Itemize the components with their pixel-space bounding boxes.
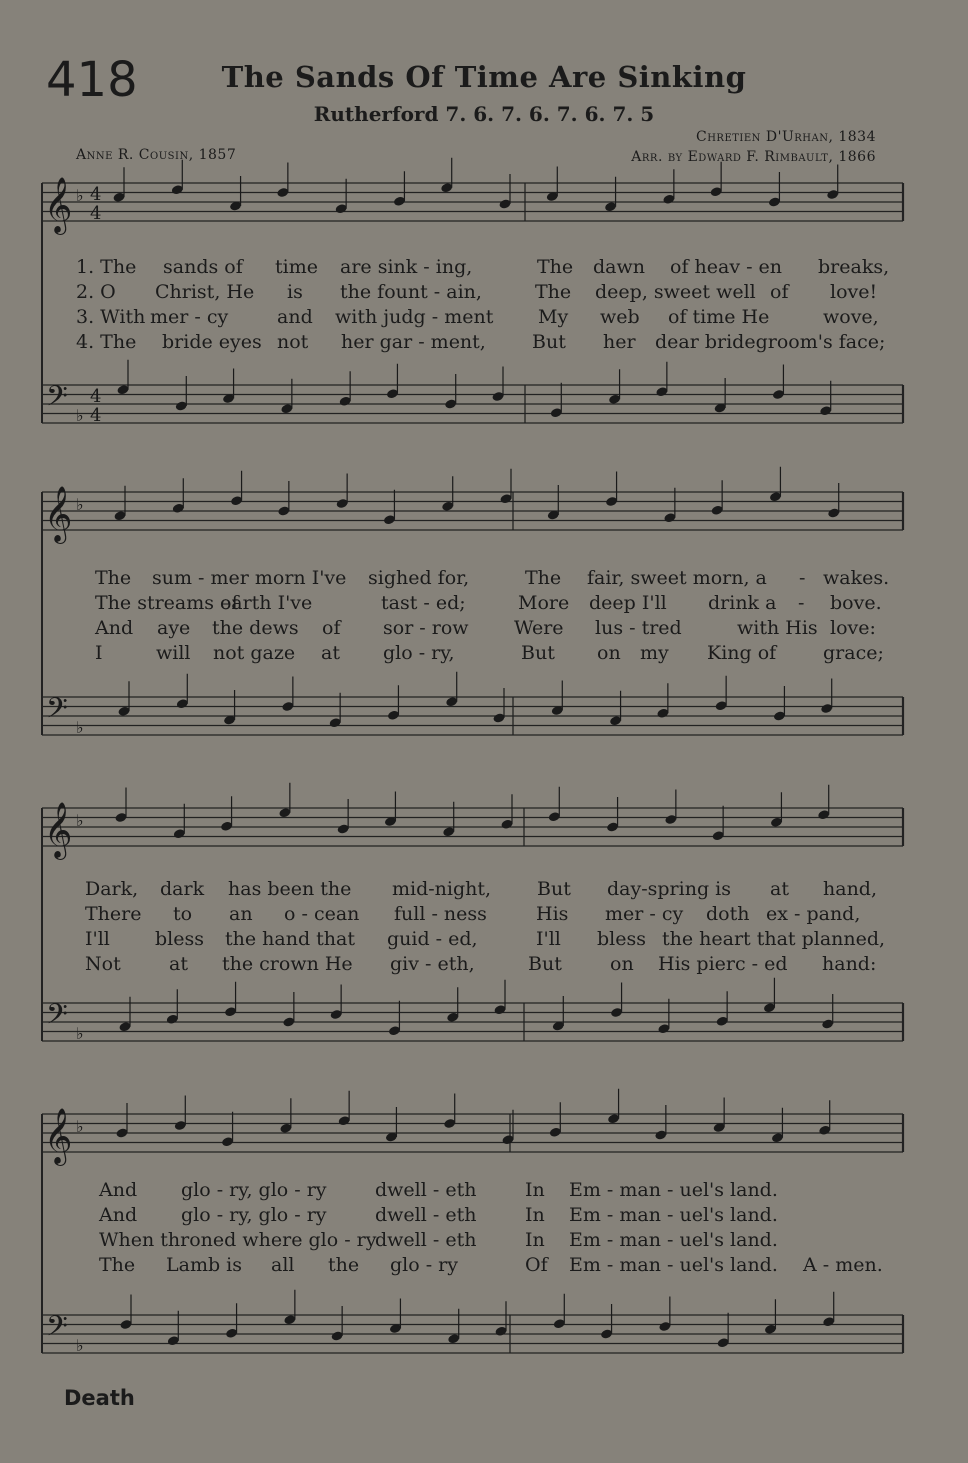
- lyric-segment: is: [287, 281, 303, 303]
- lyric-segment: dawn: [593, 256, 645, 278]
- time-signature-icon: 4: [90, 405, 102, 426]
- lyric-segment: There: [85, 903, 142, 925]
- flat-icon: ♭: [76, 1024, 84, 1043]
- lyric-segment: The: [95, 567, 132, 589]
- flat-icon: ♭: [76, 811, 84, 830]
- lyric-segment: In: [525, 1229, 545, 1251]
- lyric-segment: wakes.: [823, 567, 890, 589]
- lyric-segment: mer - cy: [605, 903, 684, 925]
- lyric-segment: fair, sweet morn, a: [587, 567, 767, 589]
- lyric-segment: In: [525, 1204, 545, 1226]
- lyric-segment: When throned where glo - ry: [99, 1229, 377, 1251]
- bass-clef-icon: 𝄢: [46, 692, 68, 732]
- lyric-segment: are sink - ing,: [340, 256, 473, 278]
- lyric-segment: sum - mer morn I've: [152, 567, 347, 589]
- lyric-segment: full - ness: [394, 903, 487, 925]
- lyric-segment: sighed for,: [368, 567, 470, 589]
- lyric-segment: web: [600, 306, 640, 328]
- lyric-segment: grace;: [823, 642, 884, 664]
- bass-clef-icon: 𝄢: [46, 998, 68, 1038]
- lyric-segment: at: [169, 953, 188, 975]
- lyric-segment: 2. O: [76, 281, 116, 303]
- lyric-segment: doth: [706, 903, 750, 925]
- lyric-segment: I'll: [85, 928, 110, 950]
- lyric-segment: Of: [525, 1254, 548, 1276]
- lyric-segment: Lamb is: [166, 1254, 242, 1276]
- lyric-segment: giv - eth,: [390, 953, 475, 975]
- lyric-segment: More: [518, 592, 570, 614]
- hymn-title: The Sands Of Time Are Sinking: [221, 60, 747, 94]
- lyric-segment: The: [537, 256, 574, 278]
- lyric-segment: Christ, He: [155, 281, 255, 303]
- lyric-segment: sor - row: [383, 617, 469, 639]
- lyric-segment: guid - ed,: [387, 928, 478, 950]
- lyric-segment: glo - ry,: [383, 642, 455, 664]
- lyric-segment: -: [798, 592, 805, 614]
- lyric-segment: But: [528, 953, 562, 975]
- flat-icon: ♭: [76, 495, 84, 514]
- flat-icon: ♭: [76, 406, 84, 425]
- lyric-segment: has been the: [228, 878, 352, 900]
- lyric-segment: And: [99, 1179, 138, 1201]
- lyric-segment: the fount - ain,: [340, 281, 482, 303]
- lyric-block: [0, 256, 968, 366]
- lyric-segment: the crown He: [222, 953, 353, 975]
- lyric-segment: dark: [160, 878, 205, 900]
- lyric-segment: bride eyes: [162, 331, 262, 353]
- lyric-block: [0, 567, 968, 677]
- treble-clef-icon: 𝄞: [44, 802, 73, 858]
- lyric-block: [0, 878, 968, 988]
- lyric-segment: my: [640, 642, 669, 664]
- lyric-segment: The: [535, 281, 572, 303]
- bass-staff: [42, 1315, 903, 1353]
- lyric-segment: hand,: [823, 878, 878, 900]
- lyric-segment: wove,: [823, 306, 879, 328]
- lyric-segment: with judg - ment: [335, 306, 494, 328]
- lyric-segment: at: [770, 878, 789, 900]
- lyric-segment: But: [532, 331, 566, 353]
- lyric-segment: Were: [514, 617, 564, 639]
- lyric-segment: His pierc - ed: [658, 953, 788, 975]
- lyric-segment: Em - man - uel's land.: [569, 1179, 778, 1201]
- lyric-segment: mid-night,: [392, 878, 492, 900]
- arranger-credit: Arr. by Edward F. Rimbault, 1866: [631, 149, 876, 165]
- lyric-segment: I: [95, 642, 103, 664]
- lyric-segment: the: [328, 1254, 360, 1276]
- flat-icon: ♭: [76, 186, 84, 205]
- lyric-segment: King of: [707, 642, 777, 664]
- lyric-segment: Em - man - uel's land.: [569, 1204, 778, 1226]
- treble-staff: [42, 808, 903, 846]
- treble-staff: [42, 1114, 903, 1152]
- time-signature-icon: 4: [90, 184, 102, 205]
- lyric-segment: The: [525, 567, 562, 589]
- lyric-segment: His: [536, 903, 569, 925]
- lyric-segment: to: [173, 903, 193, 925]
- lyric-segment: not: [277, 331, 309, 353]
- lyric-segment: the hand that: [225, 928, 355, 950]
- lyric-segment: hand:: [822, 953, 877, 975]
- flat-icon: ♭: [76, 718, 84, 737]
- composer-credit: Chretien D'Urhan, 1834: [695, 129, 876, 145]
- lyric-segment: bove.: [830, 592, 882, 614]
- bass-staff: [42, 385, 903, 423]
- treble-clef-icon: 𝄞: [44, 1108, 73, 1164]
- lyric-segment: of time He: [668, 306, 770, 328]
- lyric-segment: the heart that planned,: [662, 928, 886, 950]
- lyric-segment: And: [99, 1204, 138, 1226]
- lyric-block: [0, 1179, 968, 1289]
- time-signature-icon: 4: [90, 203, 102, 224]
- lyric-segment: drink a: [708, 592, 777, 614]
- lyric-segment: Dark,: [85, 878, 139, 900]
- author-credit: Anne R. Cousin, 1857: [76, 147, 237, 163]
- lyric-segment: Not: [85, 953, 121, 975]
- lyric-segment: bless: [597, 928, 646, 950]
- lyric-segment: bless: [155, 928, 204, 950]
- lyric-segment: on: [610, 953, 634, 975]
- lyric-segment: her gar - ment,: [341, 331, 486, 353]
- lyric-segment: will: [156, 642, 191, 664]
- category-label: Death: [64, 1386, 135, 1410]
- lyric-segment: at: [321, 642, 340, 664]
- bass-clef-icon: 𝄢: [46, 1310, 68, 1350]
- lyric-segment: day-spring is: [607, 878, 731, 900]
- lyric-segment: dwell - eth: [375, 1179, 477, 1201]
- lyric-segment: her: [603, 331, 636, 353]
- lyric-segment: The streams of: [95, 592, 239, 614]
- lyric-segment: Em - man - uel's land.: [569, 1229, 778, 1251]
- lyric-segment: The: [99, 1254, 136, 1276]
- bass-clef-icon: 𝄢: [46, 380, 68, 420]
- lyric-segment: deep, sweet well: [595, 281, 756, 303]
- lyric-segment: In: [525, 1179, 545, 1201]
- lyric-segment: mer - cy: [150, 306, 229, 328]
- lyric-segment: time: [275, 256, 318, 278]
- lyric-segment: on: [597, 642, 621, 664]
- lyric-segment: 3. With: [76, 306, 146, 328]
- lyric-segment: aye: [157, 617, 191, 639]
- lyric-segment: My: [538, 306, 569, 328]
- lyric-segment: love:: [830, 617, 876, 639]
- lyric-segment: glo - ry: [390, 1254, 458, 1276]
- lyric-segment: glo - ry, glo - ry: [181, 1204, 327, 1226]
- hymn-number: 418: [46, 52, 138, 108]
- lyric-segment: all: [271, 1254, 295, 1276]
- lyric-segment: love!: [830, 281, 878, 303]
- lyric-segment: -: [799, 567, 806, 589]
- lyric-segment: not gaze: [213, 642, 296, 664]
- lyric-segment: an: [229, 903, 253, 925]
- treble-clef-icon: 𝄞: [44, 486, 73, 542]
- lyric-segment: And: [95, 617, 134, 639]
- bass-staff: [42, 697, 903, 735]
- lyric-segment: ex - pand,: [766, 903, 861, 925]
- lyric-segment: But: [537, 878, 571, 900]
- lyric-segment: dwell - eth: [375, 1229, 477, 1251]
- lyric-segment: breaks,: [818, 256, 890, 278]
- lyric-segment: sands of: [163, 256, 243, 278]
- lyric-segment: of: [322, 617, 341, 639]
- lyric-segment: tast - ed;: [381, 592, 466, 614]
- lyric-segment: o - cean: [284, 903, 360, 925]
- lyric-segment: and: [277, 306, 313, 328]
- lyric-segment: the dews: [212, 617, 299, 639]
- flat-icon: ♭: [76, 1336, 84, 1355]
- lyric-segment: 4. The: [76, 331, 137, 353]
- lyric-segment: lus - tred: [595, 617, 682, 639]
- lyric-segment: Em - man - uel's land.: [569, 1254, 778, 1276]
- flat-icon: ♭: [76, 1117, 84, 1136]
- lyric-segment: deep I'll: [589, 592, 667, 614]
- lyric-segment: dear bridegroom's face;: [655, 331, 886, 353]
- lyric-segment: glo - ry, glo - ry: [181, 1179, 327, 1201]
- lyric-segment: 1. The: [76, 256, 137, 278]
- lyric-segment: But: [521, 642, 555, 664]
- time-signature-icon: 4: [90, 386, 102, 407]
- lyric-segment: of heav - en: [670, 256, 783, 278]
- lyric-segment: earth I've: [220, 592, 313, 614]
- lyric-segment: of: [770, 281, 789, 303]
- lyric-segment: dwell - eth: [375, 1204, 477, 1226]
- lyric-segment: with His: [737, 617, 818, 639]
- lyric-segment: I'll: [536, 928, 561, 950]
- lyric-segment: A - men.: [803, 1254, 883, 1276]
- treble-clef-icon: 𝄞: [44, 177, 73, 233]
- tune-name: Rutherford 7. 6. 7. 6. 7. 6. 7. 5: [313, 102, 655, 126]
